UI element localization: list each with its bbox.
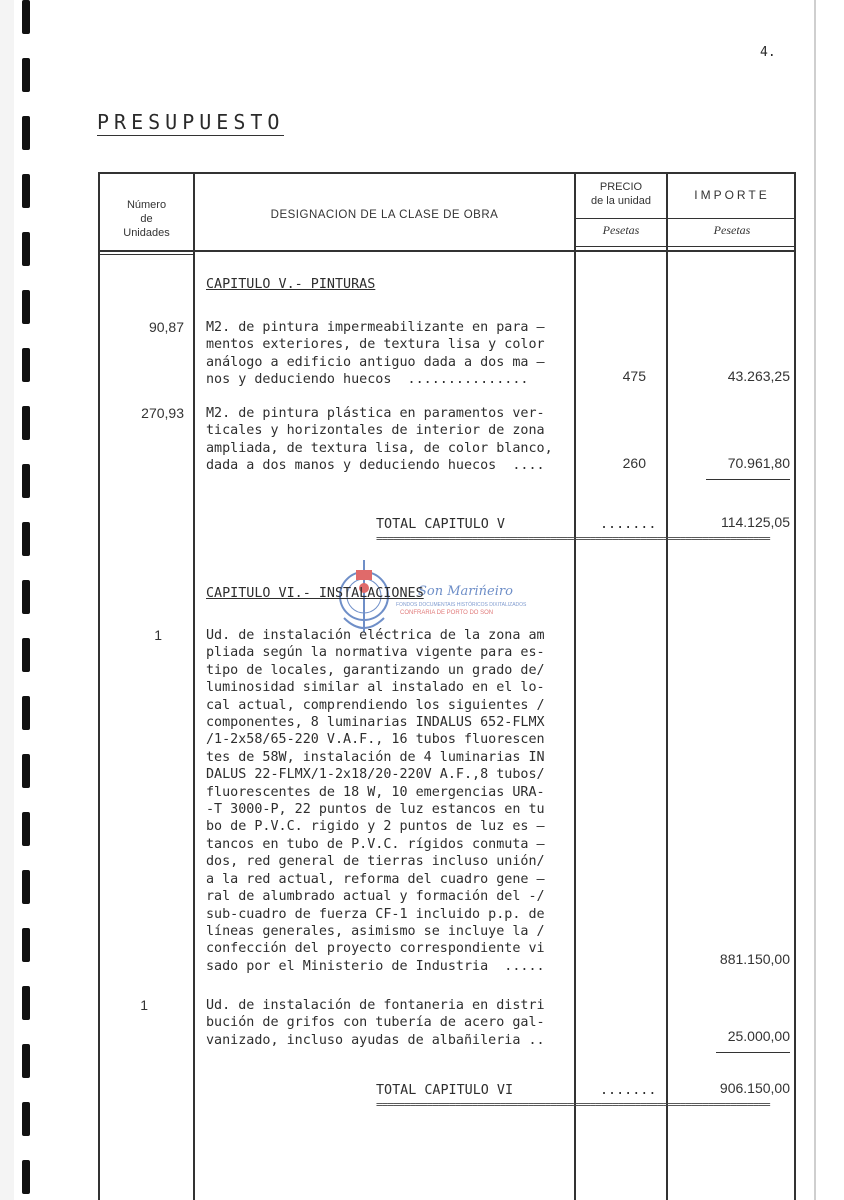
binder-hole bbox=[22, 116, 30, 150]
item-description: Ud. de instalación de fontaneria en distri bución de grifos con tubería de acero gal- vanizado, incluso ayudas de albañileria .. bbox=[206, 998, 545, 1048]
double-rule: ====================================================================== bbox=[376, 1098, 770, 1111]
binder-hole bbox=[22, 0, 30, 34]
item-amount: 25.000,00 bbox=[727, 1028, 790, 1044]
subtotal-rule bbox=[706, 479, 790, 480]
binder-hole bbox=[22, 348, 30, 382]
binder-hole bbox=[22, 1044, 30, 1078]
item-description: M2. de pintura impermeabilizante en para – mentos exteriores, de textura lisa y color análogo a edificio antiguo dada a dos ma – nos y deduciendo huecos ............... bbox=[206, 320, 545, 388]
chapter-total-dots: ....... bbox=[600, 517, 657, 532]
binder-hole bbox=[22, 638, 30, 672]
chapter-title: CAPITULO V.- PINTURAS bbox=[206, 277, 376, 292]
item-quantity: 1 bbox=[140, 997, 148, 1013]
page-number: 4. bbox=[760, 45, 776, 60]
header-subdivider bbox=[576, 218, 794, 219]
binder-hole bbox=[22, 174, 30, 208]
page-left-edge bbox=[0, 0, 14, 1200]
binder-hole bbox=[22, 580, 30, 614]
chapter-total-label: TOTAL CAPITULO V bbox=[376, 517, 505, 532]
item-quantity: 1 bbox=[154, 627, 162, 643]
binder-hole bbox=[22, 870, 30, 904]
binder-hole bbox=[22, 928, 30, 962]
chapter-title: CAPITULO VI.- INSTALACIONES bbox=[206, 586, 424, 601]
item-amount: 881.150,00 bbox=[719, 951, 790, 967]
header-divider bbox=[100, 254, 193, 255]
header-amount-currency: Pesetas bbox=[713, 223, 751, 237]
page-right-edge bbox=[814, 0, 816, 1200]
header-designation: DESIGNACION DE LA CLASE DE OBRA bbox=[270, 209, 499, 221]
chapter-total-label: TOTAL CAPITULO VI bbox=[376, 1083, 514, 1098]
column-divider bbox=[574, 174, 576, 1200]
binder-hole bbox=[22, 58, 30, 92]
binder-hole bbox=[22, 232, 30, 266]
header-subdivider bbox=[666, 246, 794, 247]
header-unit-price: PRECIO de la unidad bbox=[591, 181, 651, 207]
item-unit-price: 475 bbox=[622, 368, 646, 384]
binder-hole bbox=[22, 754, 30, 788]
subtotal-rule bbox=[716, 1052, 790, 1053]
item-description: Ud. de instalación eléctrica de la zona am pliada según la normativa vigente para es- tipo de locales, garantizando un grado de/ luminosidad similar al instalado en el lo- cal actual, comprendiendo los siguientes / componentes, 8 luminarias INDALUS 652-FLMX /1-2x58/65-220 V.A.F., 16 tubos fluorescen tes de 58W, instalación de 4 luminarias IN DALUS 22-FLMX/1-2x18/20-220V A.F.,8 tubos/ fluorescentes de 18 W, 10 emergencias URA- -T 3000-P, 22 puntos de luz estancos en tu bo de P.V.C. rigido y 2 puntos de luz es – tancos en tubo de P.V.C. rígidos conmuta – dos, red general de tierras incluso unión/ a la red actual, reforma del cuadro gene – ral de alumbrado actual y formación del -/ sub-cuadro de fuerza CF-1 incluido p.p. de líneas generales, asimismo se incluye la / confección del proyecto correspondiente vi sado por el Ministerio de Industria ..... bbox=[206, 628, 545, 974]
binder-hole bbox=[22, 1102, 30, 1136]
item-amount: 43.263,25 bbox=[727, 368, 790, 384]
chapter-total-dots: ....... bbox=[600, 1083, 657, 1098]
binder-hole bbox=[22, 464, 30, 498]
double-rule: ====================================================================== bbox=[376, 532, 770, 545]
document-heading: PRESUPUESTO bbox=[97, 110, 285, 134]
stamp-script: Son Marińeiro bbox=[418, 584, 513, 599]
stamp-line2: CONFRARIA DE PORTO DO SON bbox=[400, 610, 494, 616]
header-subdivider bbox=[574, 246, 666, 247]
binder-hole bbox=[22, 986, 30, 1020]
header-units: Número de Unidades bbox=[123, 199, 170, 239]
binder-hole bbox=[22, 406, 30, 440]
column-divider bbox=[193, 174, 195, 1200]
item-quantity: 270,93 bbox=[141, 405, 184, 421]
binder-hole bbox=[22, 696, 30, 730]
chapter-total-amount: 906.150,00 bbox=[719, 1080, 790, 1096]
item-description: M2. de pintura plástica en paramentos ver- ticales y horizontales de interior de zona ampliada, de textura lisa, de color blanco, dada a dos manos y deduciendo huecos .... bbox=[206, 406, 553, 474]
header-amount: IMPORTE bbox=[694, 188, 770, 202]
binder-hole bbox=[22, 1160, 30, 1194]
stamp-line1: FONDOS DOCUMENTAIS HISTÓRICOS DIXITALIZADOS bbox=[396, 602, 527, 608]
binder-hole bbox=[22, 290, 30, 324]
binder-hole bbox=[22, 812, 30, 846]
column-divider bbox=[666, 174, 668, 1200]
binder-hole bbox=[22, 522, 30, 556]
item-quantity: 90,87 bbox=[148, 319, 184, 335]
item-amount: 70.961,80 bbox=[727, 455, 790, 471]
header-divider bbox=[100, 250, 794, 252]
chapter-total-amount: 114.125,05 bbox=[720, 514, 790, 530]
header-unit-price-currency: Pesetas bbox=[602, 223, 640, 237]
item-unit-price: 260 bbox=[622, 455, 646, 471]
